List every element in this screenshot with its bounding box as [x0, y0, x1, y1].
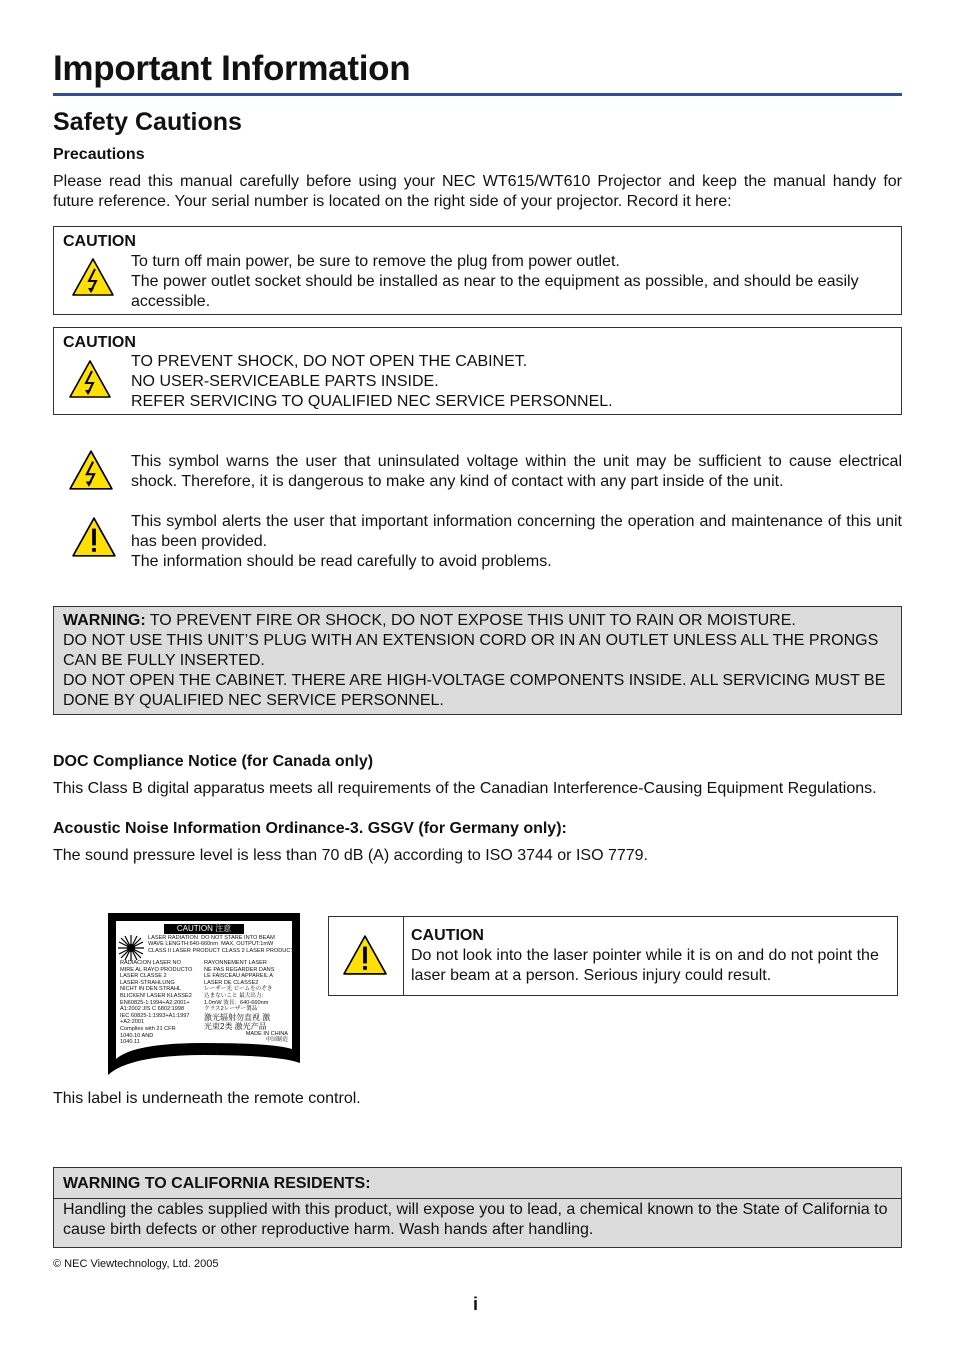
laser-label-text: BLICKEN! LASER KLASSE2: [120, 992, 192, 999]
laser-label-text: 中国制造: [265, 1037, 288, 1044]
acoustic-text: The sound pressure level is less than 70 dB (A) according to ISO 3744 or ISO 7779.: [53, 847, 648, 864]
laser-label-text: MAX. OUTPUT:1mW: [221, 941, 274, 948]
laser-label-right-col: [204, 960, 292, 1044]
acoustic-heading: Acoustic Noise Information Ordinance-3. GSGV (for Germany only):: [53, 820, 567, 837]
laser-label-text: Complies with 21 CFR: [120, 1025, 176, 1032]
laser-label-text: 1040.10 AND: [120, 1032, 154, 1039]
precautions-text: Please read this manual carefully before using your NEC WT615/WT610 Projector and keep the manual handy for future reference. Your serial number is located on the right side of your projector. Record it here:: [53, 173, 902, 210]
laser-label-image: [108, 913, 300, 1075]
doc-text: This Class B digital apparatus meets all requirements of the Canadian Interference-Causing Equipment Regulations.: [53, 780, 877, 797]
laser-label-text: LASER-STRAHLUNG: [120, 979, 175, 986]
warning-line: DO NOT USE THIS UNIT’S PLUG WITH AN EXTENSION CORD OR IN AN OUTLET UNLESS ALL THE PRONGS CAN BE FULLY INSERTED.: [63, 632, 879, 669]
label-note: This label is underneath the remote control.: [53, 1090, 361, 1107]
laser-label-text: NE PAS REGARDER DANS: [204, 966, 275, 973]
exclamation-warning-icon: [341, 934, 389, 976]
electric-shock-warning-icon: [71, 257, 115, 297]
laser-label-text: CLASS 2 LASER PRODUCT: [221, 947, 294, 954]
warning-line: DO NOT OPEN THE CABINET. THERE ARE HIGH-VOLTAGE COMPONENTS INSIDE. ALL SERVICING MUST BE DONE BY QUALIFIED NEC SERVICE PERSONNEL.: [63, 672, 886, 709]
exclamation-warning-icon: [71, 516, 117, 558]
electric-shock-warning-icon: [68, 449, 114, 491]
page-number: i: [473, 1294, 479, 1314]
warning-text: [63, 611, 893, 711]
doc-heading: DOC Compliance Notice (for Canada only): [53, 753, 374, 770]
caution-box-laser: [328, 916, 898, 996]
california-warning-box: [53, 1167, 902, 1248]
page-title: Important Information: [53, 49, 411, 88]
section-title: Safety Cautions: [53, 108, 242, 136]
laser-label-text: A1:2002 JIS C 6802:1998: [120, 1006, 185, 1013]
caution-line: NO USER-SERVICEABLE PARTS INSIDE.: [131, 373, 439, 390]
laser-label-text: レーザー光 ビームをのぞき: [204, 986, 273, 993]
california-text: Handling the cables supplied with this product, will expose you to lead, a chemical known to the State of California to cause birth defects or other reproductive harm. Wash hands after handling.: [63, 1201, 888, 1238]
copyright: © NEC Viewtechnology, Ltd. 2005: [53, 1258, 219, 1270]
caution-box-shock: [53, 327, 902, 415]
california-heading: WARNING TO CALIFORNIA RESIDENTS:: [63, 1175, 371, 1192]
laser-label-text: EN60825-1:1994+A2:2001+: [120, 999, 190, 1006]
laser-label-text: クラス2レーザー製品: [204, 1006, 258, 1013]
laser-label-text: IEC 60825-1:1993+A1:1997: [120, 1012, 190, 1019]
caution-line: The power outlet socket should be installed as near to the equipment as possible, and should be easily accessible.: [131, 273, 859, 310]
caution-divider: [403, 917, 404, 995]
caution-text-block: [131, 252, 893, 312]
warning-label: WARNING:: [63, 612, 146, 629]
california-divider: [54, 1198, 901, 1199]
laser-label-text: CLASS II LASER PRODUCT: [148, 947, 221, 954]
laser-caution-text: Do not look into the laser pointer while it is on and do not point the laser beam at a person. Serious injury could result.: [411, 947, 879, 984]
laser-label-text: LE FAISCEAU APPAREIL A: [204, 973, 274, 980]
laser-label-top-text: [148, 935, 294, 954]
laser-label-text: 込まないこと 最大出力：: [204, 992, 268, 999]
laser-label-text: MADE IN CHINA: [245, 1030, 288, 1037]
alert-text-line: This symbol alerts the user that important information concerning the operation and maintenance of this unit has been provided.: [131, 513, 902, 550]
caution-box-power: [53, 226, 902, 315]
laser-label-text: WAVE LENGTH:640-660nm: [148, 941, 218, 948]
title-rule: [53, 93, 902, 96]
caution-line: TO PREVENT SHOCK, DO NOT OPEN THE CABINET.: [131, 353, 528, 370]
laser-starburst-icon: [118, 935, 144, 961]
laser-label-text: RADIACION LASER NO: [120, 960, 181, 966]
precautions-heading: Precautions: [53, 146, 145, 163]
laser-label-text: +A2:2001: [120, 1019, 145, 1026]
laser-label-header: CAUTION 注意: [164, 924, 244, 934]
laser-label-text: 光束2类 激光产品: [204, 1021, 267, 1031]
laser-label-text: 1.0mW 波長：640-660nm: [204, 999, 269, 1006]
laser-label-text: NICHT IN DEN STRAHL: [120, 986, 182, 993]
laser-label-footer: L-CLICK: [188, 1048, 222, 1057]
caution-label: CAUTION: [63, 334, 136, 351]
laser-label-text: LASER RADIATION: [148, 935, 198, 941]
laser-label-text: DO NOT STARE INTO BEAM: [201, 935, 275, 941]
warning-box: [53, 606, 902, 715]
caution-label: CAUTION: [63, 233, 136, 250]
warning-line: TO PREVENT FIRE OR SHOCK, DO NOT EXPOSE THIS UNIT TO RAIN OR MOISTURE.: [145, 612, 796, 629]
caution-line: REFER SERVICING TO QUALIFIED NEC SERVICE PERSONNEL.: [131, 393, 613, 410]
alert-symbol-text: [131, 512, 902, 572]
laser-label-text: 1040.11: [120, 1039, 140, 1046]
laser-label-text: RAYONNEMENT LASER: [204, 960, 267, 966]
laser-label-left-col: [120, 960, 202, 1046]
caution-text-block: [131, 352, 893, 412]
alert-text-line: The information should be read carefully to avoid problems.: [131, 553, 552, 570]
electric-shock-warning-icon: [68, 359, 112, 399]
voltage-symbol-text: This symbol warns the user that uninsulated voltage within the unit may be sufficient to cause electrical shock. Therefore, it is dangerous to make any kind of contact with any part inside of the unit.: [131, 453, 902, 490]
caution-label: CAUTION: [411, 927, 484, 944]
laser-label-text: LASER CLASSE 2: [120, 973, 167, 980]
laser-label-text: LASER DE CLASSE2: [204, 979, 259, 986]
caution-line: To turn off main power, be sure to remove the plug from power outlet.: [131, 253, 620, 270]
laser-label-text: 激光辐射勿直视 激: [204, 1012, 271, 1022]
laser-label-text: MIRE AL RAYO PRODUCTO: [120, 966, 193, 973]
